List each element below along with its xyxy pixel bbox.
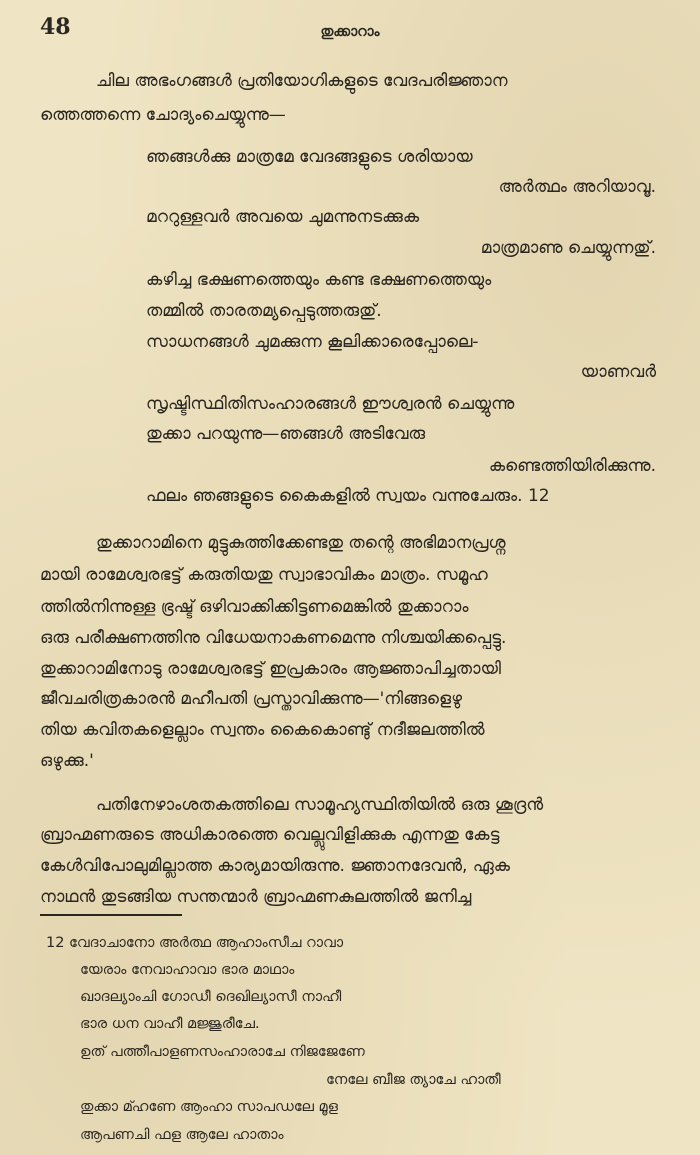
footnote-line: തുക്കാ മ്ഹണേ ആംഹാ സാപഡലേ മൂള [80,1099,338,1115]
poem-line: മററുള്ളവർ അവയെ ചുമന്നുനടക്കുക [146,207,420,227]
footnote-divider [40,914,182,916]
poem-line: സാധനങ്ങൾ ചുമക്കുന്ന കൂലിക്കാരെപ്പോലെ- [146,332,479,352]
paragraph-line: ഒരു പരീക്ഷണത്തിനു വിധേയനാകണമെന്നു നിശ്ചയിക്കപ്പെട്ടു. [40,628,507,648]
footnote-line: നേലേ ബീജ ത്യാചേ ഹാതീ [326,1072,501,1088]
footnote-line: യേരാം നേവാഹാവാ ഭാര മാഥാം [80,962,295,978]
footnote-line: ആപണചി ഫള ആലേ ഹാതാം [80,1127,284,1143]
poem-line: മാത്രമാണു ചെയ്യുന്നതു്. [480,238,656,258]
poem-line: ഞങ്ങൾക്കു മാത്രമേ വേദങ്ങളുടെ ശരിയായ [146,147,473,167]
poem-line: തമ്മിൽ താരതമ്യപ്പെടുത്തരുതു്. [146,301,382,321]
paragraph-line: തുക്കാറാമിനെ മുട്ടുകുത്തിക്കേണ്ടതു തന്റെ അഭിമാനപ്രശ്ന [96,533,506,553]
paragraph-line: കേൾവിപോലുമില്ലാത്ത കാര്യമായിരുന്നു. ജ്ഞാനദേവൻ, ഏക [40,856,510,876]
verse-intro-line: ത്തെത്തന്നെ ചോദ്യംചെയ്യുന്നു— [40,105,286,125]
poem-line: കഴിച്ച ഭക്ഷണത്തെയും കണ്ട ഭക്ഷണത്തെയും [146,270,492,290]
footnote-line: ഉത് പത്തീപാളണസംഹാരാചേ നിജജേണേ [80,1044,365,1060]
paragraph-line: തിയ കവിതകളെല്ലാം സ്വന്തം കൈകൊണ്ടു് നദീജലത്തിൽ [40,720,485,740]
poem-line: കണ്ടെത്തിയിരിക്കുന്നു. [488,456,656,476]
paragraph-line: പതിനേഴാംശതകത്തിലെ സാമൂഹ്യസ്ഥിതിയിൽ ഒരു ശൂദ്രൻ [96,795,544,815]
paragraph-line: ബ്രാഹ്മണരുടെ അധികാരത്തെ വെല്ലുവിളിക്കുക എന്നതു കേട്ട [40,825,500,845]
paragraph-line: ത്തിൽനിന്നുള്ള ഭ്രഷ്ട് ഒഴിവാക്കിക്കിട്ടണമെങ്കിൽ തുക്കാറാം [40,597,469,617]
paragraph-line: ജീവചരിത്രകാരൻ മഹീപതി പ്രസ്താവിക്കുന്നു—'നിങ്ങളെഴു [40,689,462,709]
paragraph-line: ഒഴുക്കു.' [40,751,94,771]
verse-intro-line: ചില അഭംഗങ്ങൾ പ്രതിയോഗികളുടെ വേദപരിജ്ഞാന [96,71,508,91]
footnote-line: ഖാദല്യാംചി ഗോഡീ ദെഖില്യാസീ നാഹീ [80,989,342,1005]
footnote-line: 12 വേദാചാനോ അർത്ഥ ആഹാംസീച റാവാ [46,935,344,951]
poem-line: യാണവർ [580,362,656,382]
running-title: തുക്കാറാം [320,24,380,40]
paragraph-line: നാഥൻ തുടങ്ങിയ സന്തന്മാർ ബ്രാഹ്മണകുലത്തിൽ ജനിച്ച [40,887,472,907]
page-number: 48 [40,14,71,40]
poem-line: ഫലം ഞങ്ങളുടെ കൈകളിൽ സ്വയം വന്നുചേരും. 12 [146,486,550,506]
paragraph-line: തുക്കാറാമിനോടു രാമേശ്വരഭട്ട് ഇപ്രകാരം ആജ്ഞാപിച്ചതായി [40,659,501,679]
poem-line: തുക്കാ പറയുന്നു—ഞങ്ങൾ അടിവേരു [146,424,426,444]
paragraph-line: മായി രാമേശ്വരഭട്ട് കരുതിയതു സ്വാഭാവികം മാത്രം. സമൂഹ [40,565,488,585]
footnote-line: ഭാര ധന വാഹീ മജ്ജുരീചേ. [80,1016,260,1032]
poem-line: അർത്ഥം അറിയാവൂ. [498,177,656,197]
poem-line: സൃഷ്ടിസ്ഥിതിസംഹാരങ്ങൾ ഈശ്വരൻ ചെയ്യുന്നു [146,394,515,414]
